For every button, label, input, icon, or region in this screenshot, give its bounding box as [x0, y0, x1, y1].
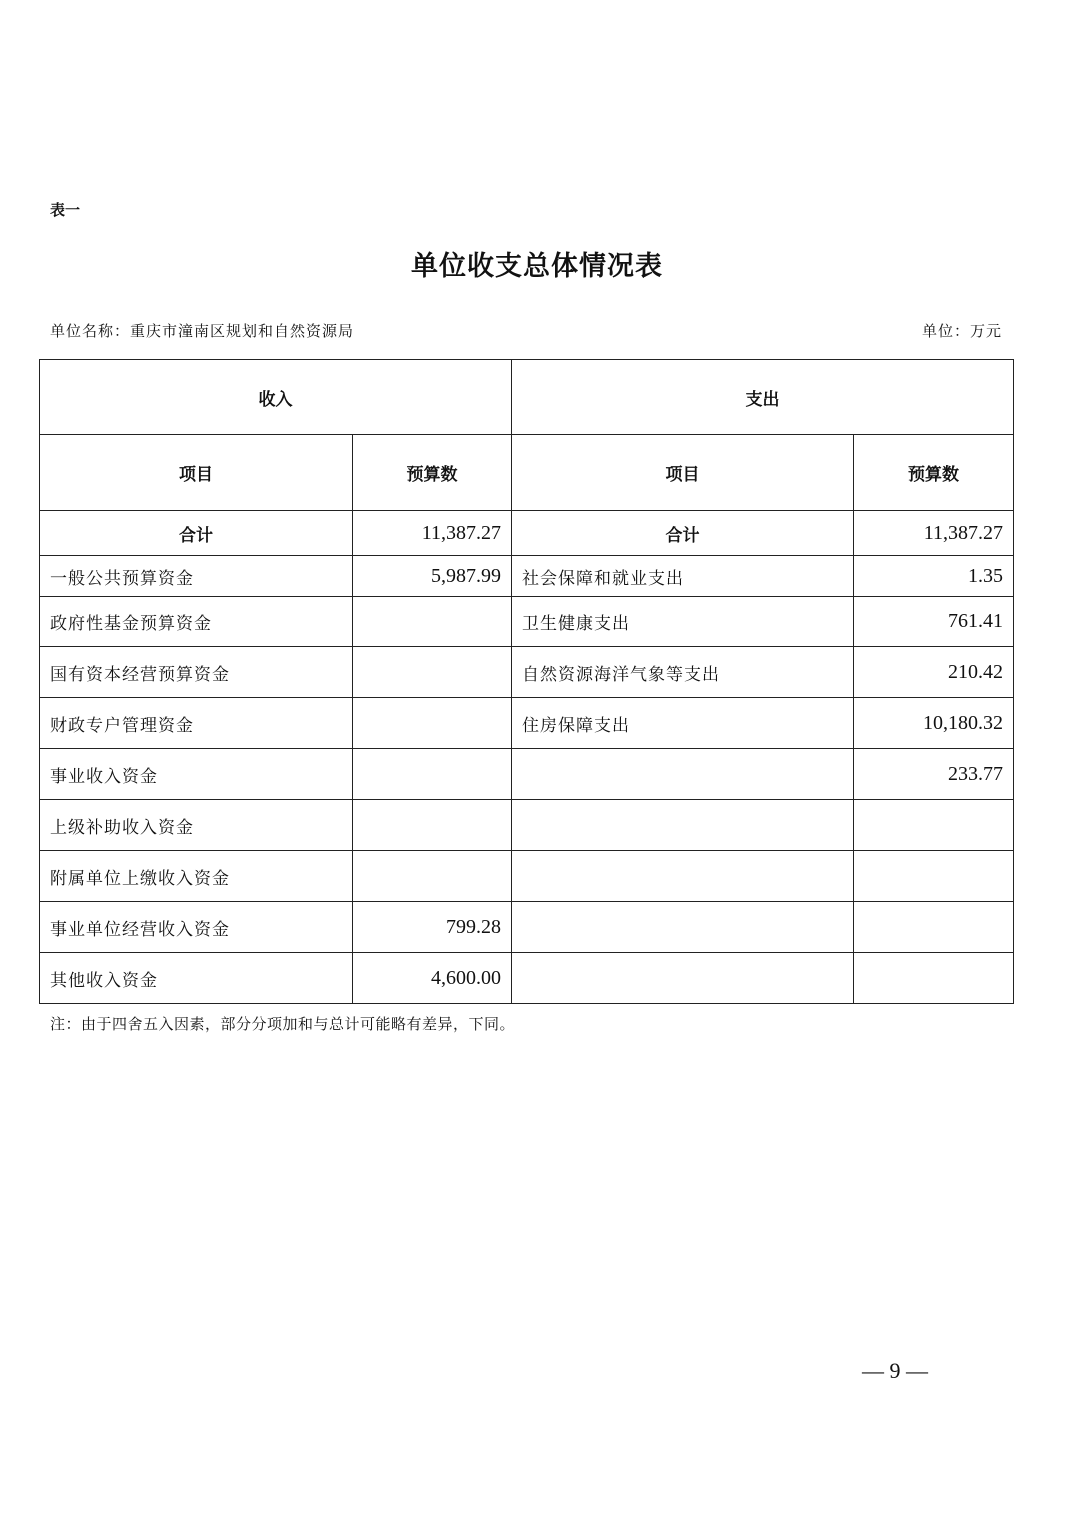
- expense-value: [854, 800, 1014, 851]
- income-item: 上级补助收入资金: [40, 800, 353, 851]
- unit-label: 单位：万元: [921, 322, 1002, 340]
- income-item: 合计: [40, 511, 353, 556]
- income-value: [353, 597, 512, 647]
- income-item: 政府性基金预算资金: [40, 597, 353, 647]
- page-number: — 9 —: [862, 1358, 928, 1383]
- income-value: 5,987.99: [353, 556, 512, 597]
- income-item-header: 项目: [40, 435, 353, 511]
- expense-item: 社会保障和就业支出: [512, 556, 854, 597]
- income-item: 国有资本经营预算资金: [40, 647, 353, 698]
- income-value: [353, 800, 512, 851]
- page-title: 单位收支总体情况表: [411, 251, 663, 282]
- expense-item: 住房保障支出: [512, 698, 854, 749]
- table-row: [40, 647, 1014, 698]
- income-value: 799.28: [353, 902, 512, 953]
- expense-budget-header: 预算数: [854, 435, 1014, 511]
- income-value: [353, 647, 512, 698]
- income-value: [353, 851, 512, 902]
- income-item: 其他收入资金: [40, 953, 353, 1004]
- income-item: 一般公共预算资金: [40, 556, 353, 597]
- income-value: 11,387.27: [353, 511, 512, 556]
- expense-item: 卫生健康支出: [512, 597, 854, 647]
- expense-header: 支出: [512, 360, 1014, 435]
- table-row: [40, 556, 1014, 597]
- table-label: 表一: [50, 201, 81, 219]
- expense-item: [512, 749, 854, 800]
- income-value: [353, 749, 512, 800]
- income-header: 收入: [40, 360, 512, 435]
- expense-item: 自然资源海洋气象等支出: [512, 647, 854, 698]
- expense-item: [512, 953, 854, 1004]
- table-row: [40, 597, 1014, 647]
- expense-value: [854, 902, 1014, 953]
- unit-name: 单位名称：重庆市潼南区规划和自然资源局: [50, 322, 355, 340]
- expense-value: 10,180.32: [854, 698, 1014, 749]
- expense-value: 210.42: [854, 647, 1014, 698]
- expense-value: [854, 953, 1014, 1004]
- income-item: 附属单位上缴收入资金: [40, 851, 353, 902]
- income-item: 事业单位经营收入资金: [40, 902, 353, 953]
- budget-table: [39, 359, 1014, 1004]
- column-header-row: [40, 435, 1014, 511]
- table-row: [40, 698, 1014, 749]
- table-row: [40, 953, 1014, 1004]
- income-budget-header: 预算数: [353, 435, 512, 511]
- table-row: [40, 800, 1014, 851]
- expense-item: 合计: [512, 511, 854, 556]
- footnote: 注：由于四舍五入因素，部分分项加和与总计可能略有差异，下同。: [50, 1015, 516, 1033]
- expense-item: [512, 800, 854, 851]
- expense-item-header: 项目: [512, 435, 854, 511]
- expense-value: 761.41: [854, 597, 1014, 647]
- expense-item: [512, 851, 854, 902]
- expense-value: [854, 851, 1014, 902]
- expense-value: 233.77: [854, 749, 1014, 800]
- table-row: [40, 749, 1014, 800]
- income-item: 财政专户管理资金: [40, 698, 353, 749]
- income-value: [353, 698, 512, 749]
- income-value: 4,600.00: [353, 953, 512, 1004]
- total-row: [40, 511, 1014, 556]
- table-row: [40, 902, 1014, 953]
- table-row: [40, 851, 1014, 902]
- expense-item: [512, 902, 854, 953]
- expense-value: 11,387.27: [854, 511, 1014, 556]
- expense-value: 1.35: [854, 556, 1014, 597]
- section-header-row: [40, 360, 1014, 435]
- income-item: 事业收入资金: [40, 749, 353, 800]
